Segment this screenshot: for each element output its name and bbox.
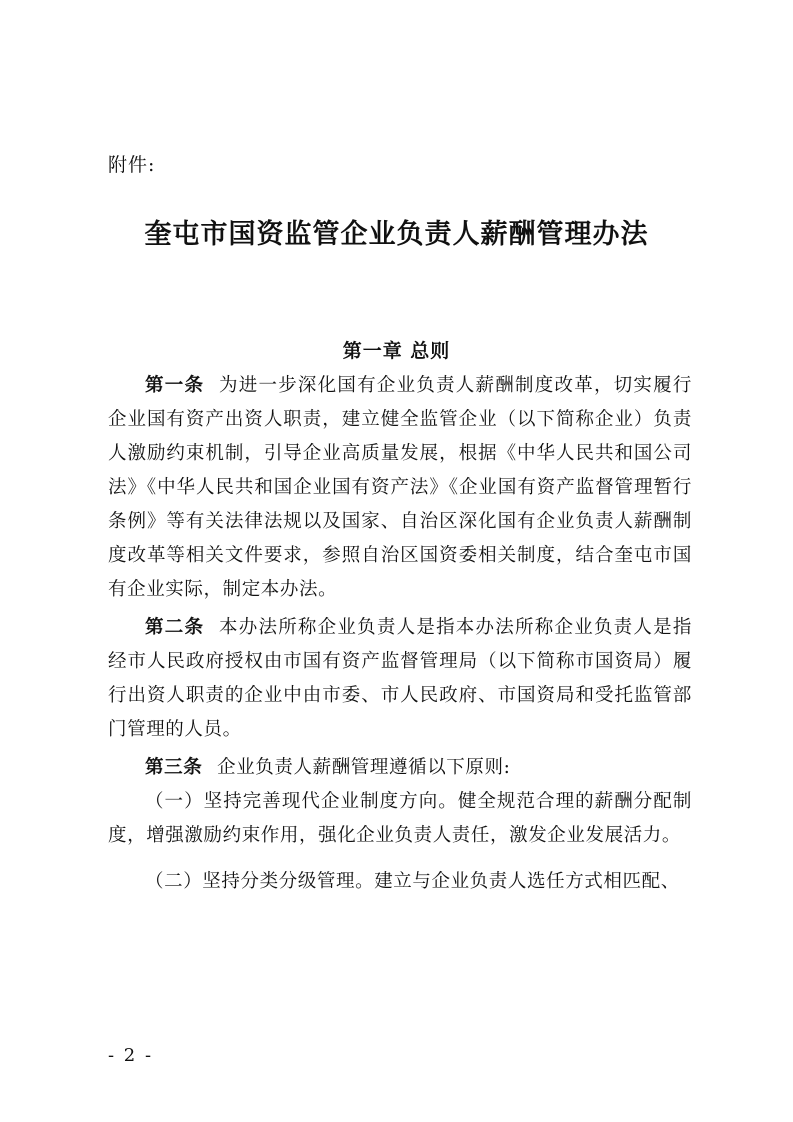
principle-1: （一）坚持完善现代企业制度方向。健全规范合理的薪酬分配制度，增强激励约束作用，强化企业负责人责任，激发企业发展活力。 bbox=[108, 791, 692, 846]
document-title: 奎屯市国资监管企业负责人薪酬管理办法 bbox=[144, 219, 649, 250]
article-2 bbox=[108, 611, 692, 747]
principle-2: （二）坚持分类分级管理。建立与企业负责人选任方式相匹配、 bbox=[145, 871, 680, 892]
article-3-head: 第三条 bbox=[145, 757, 203, 778]
chapter-heading: 第一章 总则 bbox=[342, 340, 451, 362]
article-1 bbox=[108, 369, 692, 607]
article-3 bbox=[108, 751, 692, 785]
article-1-head: 第一条 bbox=[145, 375, 205, 396]
article-3-text: 企业负责人薪酬管理遵循以下原则: bbox=[217, 757, 511, 778]
article-1-text: 为进一步深化国有企业负责人薪酬制度改革，切实履行企业国有资产出资人职责，建立健全监管企业（以下简称企业）负责人激励约束机制，引导企业高质量发展，根据《中华人民共和国公司法》《中华人民共和国企业国有资产法》《企业国有资产监督管理暂行条例》等有关法律法规以及国家、自治区深化国有企业负责人薪酬制度改革等相关文件要求，参照自治区国资委相关制度，结合奎屯市国有企业实际，制定本办法。 bbox=[108, 375, 692, 600]
article-2-head: 第二条 bbox=[145, 617, 205, 638]
article-2-text: 本办法所称企业负责人是指本办法所称企业负责人是指经市人民政府授权由市国有资产监督管理局（以下简称市国资局）履行出资人职责的企业中由市委、市人民政府、市国资局和受托监管部门管理的人员。 bbox=[108, 617, 692, 740]
document-body bbox=[108, 369, 692, 899]
attachment-label: 附件: bbox=[108, 154, 156, 176]
page-number: - 2 - bbox=[108, 1045, 154, 1066]
